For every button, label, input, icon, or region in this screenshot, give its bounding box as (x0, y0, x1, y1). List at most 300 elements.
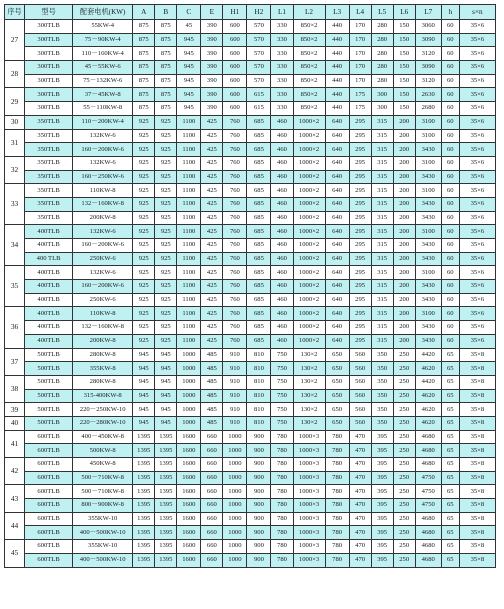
table-cell: 330 (271, 33, 293, 47)
table-cell: 350TLB (25, 143, 73, 157)
table-cell: 945 (177, 88, 201, 102)
table-cell: 640 (325, 197, 349, 211)
table-cell: 65 (441, 458, 459, 472)
row-seq-number: 28 (5, 61, 25, 88)
table-cell: 925 (133, 184, 155, 198)
table-cell: 570 (247, 74, 271, 88)
table-cell: 945 (177, 102, 201, 116)
table-cell: 295 (349, 334, 371, 348)
table-cell: 450KW-8 (73, 458, 133, 472)
row-seq-number: 35 (5, 266, 25, 307)
table-cell: 600TLB (25, 471, 73, 485)
table-cell: 850×2 (293, 102, 325, 116)
table-cell: 250KW-6 (73, 252, 133, 266)
table-cell: 425 (201, 307, 223, 321)
table-cell: 1000×2 (293, 293, 325, 307)
table-cell: 160－200KW-6 (73, 239, 133, 253)
table-cell: 400TLB (25, 307, 73, 321)
table-cell: 315 (371, 197, 393, 211)
table-cell: 485 (201, 403, 223, 417)
table-cell: 1395 (155, 485, 177, 499)
table-cell: 65 (441, 512, 459, 526)
table-cell: 945 (155, 389, 177, 403)
table-cell: 60 (441, 293, 459, 307)
table-cell: 425 (201, 239, 223, 253)
table-cell: 945 (133, 348, 155, 362)
table-cell: 875 (155, 47, 177, 61)
table-cell: 60 (441, 47, 459, 61)
table-cell: 660 (201, 499, 223, 513)
table-cell: 945 (177, 61, 201, 75)
table-cell: 945 (155, 416, 177, 430)
table-cell: 3430 (415, 170, 441, 184)
table-cell: 1395 (155, 471, 177, 485)
table-cell: 600TLB (25, 430, 73, 444)
table-cell: 425 (201, 293, 223, 307)
table-cell: 875 (133, 74, 155, 88)
table-cell: 35×6 (459, 266, 495, 280)
table-cell: 945 (133, 362, 155, 376)
table-cell: 3430 (415, 211, 441, 225)
table-cell: 570 (247, 20, 271, 34)
table-cell: 685 (247, 129, 271, 143)
table-cell: 600TLB (25, 499, 73, 513)
col-header-model: 型号 (25, 5, 73, 20)
table-cell: 685 (247, 293, 271, 307)
table-cell: 760 (223, 211, 247, 225)
table-cell: 460 (271, 170, 293, 184)
table-cell: 760 (223, 321, 247, 335)
table-cell: 570 (247, 47, 271, 61)
table-cell: 65 (441, 403, 459, 417)
table-cell: 640 (325, 252, 349, 266)
col-header-l2: L2 (293, 5, 325, 20)
table-cell: 4750 (415, 499, 441, 513)
table-cell: 925 (133, 156, 155, 170)
table-cell: 925 (155, 129, 177, 143)
table-cell: 160－200KW-6 (73, 143, 133, 157)
table-cell: 330 (271, 61, 293, 75)
table-cell: 250 (393, 471, 415, 485)
table-cell: 60 (441, 61, 459, 75)
table-cell: 910 (223, 389, 247, 403)
table-cell: 425 (201, 170, 223, 184)
table-cell: 315 (371, 280, 393, 294)
table-cell: 1100 (177, 115, 201, 129)
table-cell: 1100 (177, 280, 201, 294)
table-cell: 760 (223, 225, 247, 239)
table-cell: 395 (371, 430, 393, 444)
table-cell: 925 (155, 156, 177, 170)
table-cell: 330 (271, 102, 293, 116)
table-cell: 460 (271, 266, 293, 280)
table-cell: 750 (271, 362, 293, 376)
table-cell: 640 (325, 225, 349, 239)
table-cell: 170 (349, 47, 371, 61)
table-cell: 390 (201, 88, 223, 102)
table-cell: 315-400KW-8 (73, 389, 133, 403)
table-row (5, 197, 496, 211)
table-cell: 1600 (177, 512, 201, 526)
row-seq-number: 29 (5, 88, 25, 115)
table-cell: 1600 (177, 444, 201, 458)
table-cell: 60 (441, 102, 459, 116)
table-cell: 390 (201, 33, 223, 47)
table-cell: 780 (325, 430, 349, 444)
col-header-sxn: s×n (459, 5, 495, 20)
table-cell: 395 (371, 444, 393, 458)
table-cell: 150 (393, 102, 415, 116)
table-cell: 850×2 (293, 88, 325, 102)
table-cell: 1000 (223, 512, 247, 526)
table-cell: 600TLB (25, 444, 73, 458)
table-cell: 200 (393, 252, 415, 266)
table-cell: 200 (393, 197, 415, 211)
table-cell: 1395 (155, 512, 177, 526)
table-cell: 220－280KW-10 (73, 416, 133, 430)
table-cell: 780 (271, 444, 293, 458)
table-cell: 132KW-6 (73, 156, 133, 170)
table-cell: 600TLB (25, 553, 73, 567)
table-cell: 295 (349, 184, 371, 198)
table-cell: 600 (223, 33, 247, 47)
table-cell: 3430 (415, 252, 441, 266)
table-cell: 395 (371, 471, 393, 485)
table-cell: 760 (223, 334, 247, 348)
col-header-a: A (133, 5, 155, 20)
table-row (5, 485, 496, 499)
table-cell: 425 (201, 252, 223, 266)
table-cell: 350TLB (25, 129, 73, 143)
table-cell: 810 (247, 403, 271, 417)
table-cell: 925 (133, 211, 155, 225)
table-cell: 925 (155, 197, 177, 211)
table-cell: 1100 (177, 307, 201, 321)
table-header (5, 5, 496, 20)
table-cell: 132KW-6 (73, 225, 133, 239)
table-cell: 650 (325, 375, 349, 389)
table-cell: 60 (441, 170, 459, 184)
table-cell: 250 (393, 499, 415, 513)
table-cell: 250 (393, 430, 415, 444)
table-cell: 425 (201, 184, 223, 198)
table-cell: 1000×3 (293, 526, 325, 540)
table-cell: 295 (349, 143, 371, 157)
table-cell: 35×8 (459, 553, 495, 567)
table-cell: 1395 (133, 512, 155, 526)
row-seq-number: 41 (5, 430, 25, 457)
table-cell: 925 (133, 225, 155, 239)
table-cell: 1000×3 (293, 444, 325, 458)
table-cell: 4750 (415, 471, 441, 485)
table-cell: 200 (393, 211, 415, 225)
table-cell: 925 (133, 239, 155, 253)
table-cell: 355KW-10 (73, 540, 133, 554)
table-cell: 280 (371, 47, 393, 61)
table-cell: 200 (393, 266, 415, 280)
table-cell: 925 (155, 252, 177, 266)
table-cell: 1000×2 (293, 184, 325, 198)
table-cell: 440 (325, 102, 349, 116)
table-cell: 600TLB (25, 526, 73, 540)
col-header-e: E (201, 5, 223, 20)
table-cell: 65 (441, 362, 459, 376)
table-cell: 3430 (415, 334, 441, 348)
table-cell: 760 (223, 115, 247, 129)
table-cell: 35×8 (459, 416, 495, 430)
row-seq-number: 44 (5, 512, 25, 539)
table-cell: 925 (133, 321, 155, 335)
table-cell: 925 (133, 252, 155, 266)
table-cell: 1000 (223, 471, 247, 485)
table-cell: 780 (325, 553, 349, 567)
table-cell: 395 (371, 540, 393, 554)
table-cell: 110－160KW-4 (73, 47, 133, 61)
table-cell: 600TLB (25, 485, 73, 499)
table-cell: 200 (393, 293, 415, 307)
table-cell: 200 (393, 225, 415, 239)
table-cell: 780 (271, 526, 293, 540)
table-cell: 1395 (155, 458, 177, 472)
table-cell: 1000×2 (293, 280, 325, 294)
table-cell: 460 (271, 156, 293, 170)
table-cell: 640 (325, 293, 349, 307)
table-cell: 470 (349, 526, 371, 540)
table-cell: 750 (271, 403, 293, 417)
table-cell: 350TLB (25, 115, 73, 129)
table-cell: 65 (441, 348, 459, 362)
table-cell: 280 (371, 33, 393, 47)
table-cell: 1395 (133, 485, 155, 499)
table-cell: 900 (247, 444, 271, 458)
table-cell: 750 (271, 348, 293, 362)
table-cell: 640 (325, 115, 349, 129)
col-header-h1: H1 (223, 5, 247, 20)
table-cell: 35×8 (459, 512, 495, 526)
table-cell: 35×6 (459, 211, 495, 225)
table-cell: 1100 (177, 170, 201, 184)
row-seq-number: 34 (5, 225, 25, 266)
table-cell: 640 (325, 156, 349, 170)
table-cell: 65 (441, 430, 459, 444)
table-cell: 500KW-8 (73, 444, 133, 458)
table-cell: 925 (155, 170, 177, 184)
table-cell: 4620 (415, 362, 441, 376)
table-cell: 35×8 (459, 389, 495, 403)
table-cell: 280KW-8 (73, 348, 133, 362)
table-cell: 1395 (133, 540, 155, 554)
table-cell: 280KW-8 (73, 375, 133, 389)
table-cell: 1000×3 (293, 540, 325, 554)
table-cell: 470 (349, 430, 371, 444)
table-cell: 295 (349, 239, 371, 253)
row-seq-number: 33 (5, 184, 25, 225)
table-cell: 170 (349, 74, 371, 88)
table-cell: 760 (223, 266, 247, 280)
table-cell: 485 (201, 389, 223, 403)
table-cell: 600TLB (25, 458, 73, 472)
table-cell: 350TLB (25, 184, 73, 198)
table-cell: 350TLB (25, 197, 73, 211)
table-cell: 295 (349, 170, 371, 184)
table-cell: 925 (133, 280, 155, 294)
table-cell: 1100 (177, 197, 201, 211)
table-cell: 1395 (155, 553, 177, 567)
table-cell: 130×2 (293, 403, 325, 417)
table-cell: 685 (247, 184, 271, 198)
table-cell: 460 (271, 197, 293, 211)
table-cell: 780 (271, 430, 293, 444)
table-cell: 55KW-4 (73, 20, 133, 34)
table-row (5, 540, 496, 554)
table-cell: 1395 (155, 444, 177, 458)
table-cell: 1100 (177, 184, 201, 198)
table-cell: 295 (349, 197, 371, 211)
table-cell: 35×6 (459, 184, 495, 198)
table-cell: 35×6 (459, 143, 495, 157)
table-body (5, 20, 496, 568)
table-cell: 395 (371, 499, 393, 513)
table-cell: 3430 (415, 321, 441, 335)
table-cell: 900 (247, 553, 271, 567)
table-cell: 1000×2 (293, 321, 325, 335)
row-seq-number: 37 (5, 348, 25, 375)
table-cell: 315 (371, 293, 393, 307)
table-cell: 132－160KW-8 (73, 197, 133, 211)
table-cell: 925 (133, 197, 155, 211)
table-cell: 945 (155, 403, 177, 417)
table-cell: 500－710KW-8 (73, 485, 133, 499)
table-cell: 35×8 (459, 540, 495, 554)
table-cell: 1000 (177, 348, 201, 362)
table-cell: 925 (155, 334, 177, 348)
table-cell: 2630 (415, 88, 441, 102)
table-cell: 750 (271, 389, 293, 403)
table-cell: 1000×2 (293, 225, 325, 239)
table-cell: 250 (393, 375, 415, 389)
table-row (5, 252, 496, 266)
table-row (5, 61, 496, 75)
table-cell: 910 (223, 375, 247, 389)
table-cell: 200 (393, 156, 415, 170)
table-row (5, 526, 496, 540)
table-row (5, 20, 496, 34)
table-cell: 425 (201, 321, 223, 335)
table-cell: 900 (247, 512, 271, 526)
table-cell: 900 (247, 471, 271, 485)
table-cell: 650 (325, 403, 349, 417)
table-cell: 315 (371, 211, 393, 225)
table-row (5, 375, 496, 389)
table-cell: 315 (371, 143, 393, 157)
table-cell: 660 (201, 444, 223, 458)
table-cell: 1100 (177, 252, 201, 266)
table-cell: 1395 (133, 430, 155, 444)
table-row (5, 129, 496, 143)
table-cell: 500TLB (25, 375, 73, 389)
table-cell: 75－132KW-6 (73, 74, 133, 88)
table-row (5, 184, 496, 198)
table-cell: 810 (247, 362, 271, 376)
table-cell: 315 (371, 156, 393, 170)
table-cell: 1100 (177, 266, 201, 280)
table-cell: 1395 (155, 526, 177, 540)
table-cell: 3100 (415, 184, 441, 198)
table-cell: 3120 (415, 74, 441, 88)
table-cell: 640 (325, 266, 349, 280)
table-cell: 4620 (415, 403, 441, 417)
table-cell: 35×6 (459, 197, 495, 211)
table-cell: 900 (247, 526, 271, 540)
table-cell: 110－200KW-4 (73, 115, 133, 129)
table-cell: 350TLB (25, 156, 73, 170)
table-cell: 3100 (415, 156, 441, 170)
table-cell: 400TLB (25, 321, 73, 335)
row-seq-number: 27 (5, 20, 25, 61)
table-cell: 760 (223, 252, 247, 266)
table-cell: 500TLB (25, 403, 73, 417)
table-row (5, 74, 496, 88)
table-cell: 390 (201, 61, 223, 75)
table-cell: 425 (201, 115, 223, 129)
table-cell: 910 (223, 348, 247, 362)
table-cell: 925 (155, 321, 177, 335)
table-cell: 35×6 (459, 156, 495, 170)
table-cell: 110KW-8 (73, 184, 133, 198)
table-cell: 330 (271, 88, 293, 102)
table-cell: 600 (223, 61, 247, 75)
table-cell: 3430 (415, 197, 441, 211)
table-cell: 35×6 (459, 252, 495, 266)
table-cell: 640 (325, 334, 349, 348)
table-cell: 300TLB (25, 47, 73, 61)
table-cell: 315 (371, 252, 393, 266)
table-row (5, 389, 496, 403)
table-cell: 60 (441, 280, 459, 294)
table-cell: 60 (441, 20, 459, 34)
table-cell: 1000×3 (293, 471, 325, 485)
table-cell: 250 (393, 553, 415, 567)
table-cell: 1000×3 (293, 485, 325, 499)
table-cell: 350 (371, 375, 393, 389)
table-row (5, 115, 496, 129)
table-cell: 780 (325, 485, 349, 499)
table-cell: 170 (349, 20, 371, 34)
table-cell: 200 (393, 334, 415, 348)
table-cell: 470 (349, 540, 371, 554)
table-cell: 4680 (415, 430, 441, 444)
table-cell: 1000×2 (293, 197, 325, 211)
table-cell: 395 (371, 458, 393, 472)
table-cell: 600 (223, 20, 247, 34)
table-cell: 3100 (415, 266, 441, 280)
row-seq-number: 42 (5, 458, 25, 485)
table-row (5, 293, 496, 307)
table-cell: 35×8 (459, 458, 495, 472)
table-cell: 1600 (177, 540, 201, 554)
table-cell: 400TLB (25, 280, 73, 294)
table-cell: 875 (133, 47, 155, 61)
table-cell: 250 (393, 348, 415, 362)
table-cell: 810 (247, 389, 271, 403)
table-cell: 485 (201, 416, 223, 430)
table-cell: 37－45KW-8 (73, 88, 133, 102)
table-cell: 1395 (133, 553, 155, 567)
table-cell: 810 (247, 375, 271, 389)
table-cell: 250 (393, 540, 415, 554)
table-cell: 945 (177, 74, 201, 88)
table-cell: 1000 (177, 389, 201, 403)
